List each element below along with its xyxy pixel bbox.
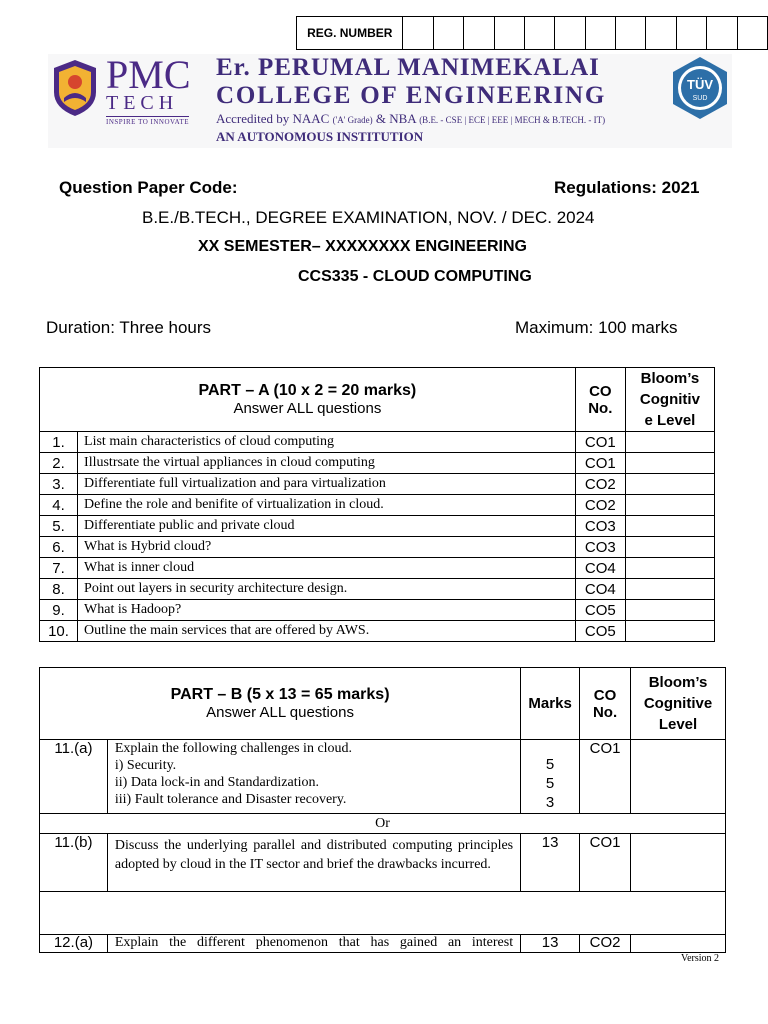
reg-number-box	[296, 16, 768, 50]
reg-number-cell	[707, 17, 737, 50]
question-number: 3.	[40, 474, 78, 495]
table-row	[40, 558, 715, 579]
part-b-title: PART – B (5 x 13 = 65 marks)	[170, 686, 390, 703]
question-number: 11.(a)	[40, 740, 108, 814]
course-outcome: CO4	[575, 579, 625, 600]
blooms-header: Bloom’s Cognitiv e Level	[625, 368, 714, 432]
table-row	[40, 516, 715, 537]
blooms-level-cell	[625, 495, 714, 516]
blooms-level-cell	[631, 740, 726, 814]
course-outcome: CO1	[575, 432, 625, 453]
or-row	[40, 814, 726, 834]
question-text: What is Hadoop?	[78, 600, 576, 621]
question-number: 5.	[40, 516, 78, 537]
course-outcome: CO2	[575, 474, 625, 495]
blooms-level-cell	[625, 621, 714, 642]
course-outcome: CO1	[580, 834, 631, 892]
reg-number-cell	[433, 17, 463, 50]
course-outcome: CO2	[580, 935, 631, 953]
reg-number-cell	[555, 17, 585, 50]
table-row	[40, 600, 715, 621]
question-text: Point out layers in security architecture design.	[78, 579, 576, 600]
logo-text: PMC	[106, 52, 191, 97]
question-marks: 13	[521, 935, 580, 953]
reg-number-cell	[524, 17, 554, 50]
co-header: CO No.	[580, 668, 631, 740]
part-a-title: PART – A (10 x 2 = 20 marks)	[198, 382, 417, 399]
regulations: Regulations: 2021	[554, 178, 700, 197]
question-number: 8.	[40, 579, 78, 600]
course-outcome: CO1	[580, 740, 631, 814]
tuv-certification-icon	[668, 56, 732, 120]
reg-number-cell	[403, 17, 433, 50]
table-row	[40, 579, 715, 600]
table-row	[40, 474, 715, 495]
reg-number-cell	[585, 17, 615, 50]
course-outcome: CO5	[575, 600, 625, 621]
table-row	[40, 432, 715, 453]
question-marks: 13	[521, 834, 580, 892]
table-row	[40, 453, 715, 474]
question-number: 4.	[40, 495, 78, 516]
blooms-level-cell	[631, 834, 726, 892]
question-number: 12.(a)	[40, 935, 108, 953]
version-label: Version 2	[681, 953, 720, 964]
accreditation-line: Accredited by NAAC ('A' Grade) & NBA (B.E. - CSE | ECE | EEE | MECH & B.TECH. - IT)	[216, 111, 606, 126]
reg-number-cell	[464, 17, 494, 50]
reg-number-cell	[646, 17, 676, 50]
or-separator: Or	[40, 814, 726, 834]
tuv-subtext: SUD	[692, 95, 708, 102]
question-text: Explain the following challenges in cloud. i) Security. ii) Data lock-in and Standardization. iii) Fault tolerance and Disaster recovery.	[107, 740, 520, 814]
table-row	[40, 495, 715, 516]
reg-number-cell	[616, 17, 646, 50]
question-text: What is inner cloud	[78, 558, 576, 579]
logo-tagline: INSPIRE TO INNOVATE	[106, 118, 190, 126]
course-outcome: CO2	[575, 495, 625, 516]
table-row	[40, 834, 726, 892]
course-outcome: CO5	[575, 621, 625, 642]
question-text: Illustrsate the virtual appliances in cloud computing	[78, 453, 576, 474]
question-text: Outline the main services that are offered by AWS.	[78, 621, 576, 642]
question-text: Discuss the underlying parallel and distributed computing principles adopted by cloud in the IT sector and brief the drawbacks incurred.	[107, 834, 520, 892]
reg-number-label: REG. NUMBER	[297, 17, 403, 50]
part-b-subtitle: Answer ALL questions	[206, 704, 354, 721]
table-row	[40, 740, 726, 814]
question-text: Define the role and benifite of virtualization in cloud.	[78, 495, 576, 516]
table-row	[40, 537, 715, 558]
question-text: List main characteristics of cloud computing	[78, 432, 576, 453]
course-title: CCS335 - CLOUD COMPUTING	[298, 268, 532, 285]
question-paper-code-label: Question Paper Code:	[59, 178, 238, 197]
semester-line: XX SEMESTER– XXXXXXXX ENGINEERING	[198, 238, 527, 255]
question-number: 11.(b)	[40, 834, 108, 892]
blooms-level-cell	[625, 600, 714, 621]
reg-number-cell	[676, 17, 706, 50]
blooms-level-cell	[631, 935, 726, 953]
blooms-level-cell	[625, 453, 714, 474]
course-outcome: CO3	[575, 516, 625, 537]
question-text: What is Hybrid cloud?	[78, 537, 576, 558]
question-number: 10.	[40, 621, 78, 642]
question-text: Differentiate public and private cloud	[78, 516, 576, 537]
question-number: 1.	[40, 432, 78, 453]
autonomous-line: AN AUTONOMOUS INSTITUTION	[216, 129, 424, 144]
part-a-header	[40, 368, 576, 432]
table-row	[40, 935, 726, 953]
logo-subtext: TECH	[106, 92, 179, 114]
blooms-level-cell	[625, 432, 714, 453]
part-a-subtitle: Answer ALL questions	[233, 400, 382, 417]
duration: Duration: Three hours	[46, 318, 212, 337]
degree-examination: B.E./B.TECH., DEGREE EXAMINATION, NOV. / DEC. 2024	[142, 208, 595, 227]
blooms-header: Bloom’s Cognitive Level	[631, 668, 726, 740]
college-name-line2: COLLEGE OF ENGINEERING	[216, 82, 607, 109]
college-emblem-icon	[50, 58, 100, 118]
blooms-level-cell	[625, 579, 714, 600]
question-number: 9.	[40, 600, 78, 621]
question-number: 7.	[40, 558, 78, 579]
part-b-header	[40, 668, 521, 740]
blooms-level-cell	[625, 474, 714, 495]
part-a-table	[39, 367, 715, 642]
table-row	[40, 621, 715, 642]
blooms-level-cell	[625, 558, 714, 579]
blooms-level-cell	[625, 516, 714, 537]
question-marks: 5 5 3	[521, 740, 580, 814]
course-outcome: CO3	[575, 537, 625, 558]
reg-number-cell	[494, 17, 524, 50]
marks-header: Marks	[521, 668, 580, 740]
question-number: 6.	[40, 537, 78, 558]
college-name-line1: Er. PERUMAL MANIMEKALAI	[216, 54, 600, 81]
blooms-level-cell	[625, 537, 714, 558]
course-outcome: CO1	[575, 453, 625, 474]
question-text: Explain the different phenomenon that has gained an interest	[107, 935, 520, 953]
part-b-table	[39, 667, 726, 953]
tuv-text: TÜV	[687, 77, 713, 92]
spacer-row	[40, 892, 726, 935]
course-outcome: CO4	[575, 558, 625, 579]
college-header	[48, 54, 732, 148]
question-text: Differentiate full virtualization and para virtualization	[78, 474, 576, 495]
co-header: CO No.	[575, 368, 625, 432]
maximum-marks: Maximum: 100 marks	[515, 318, 678, 337]
question-number: 2.	[40, 453, 78, 474]
reg-number-cell	[737, 17, 767, 50]
